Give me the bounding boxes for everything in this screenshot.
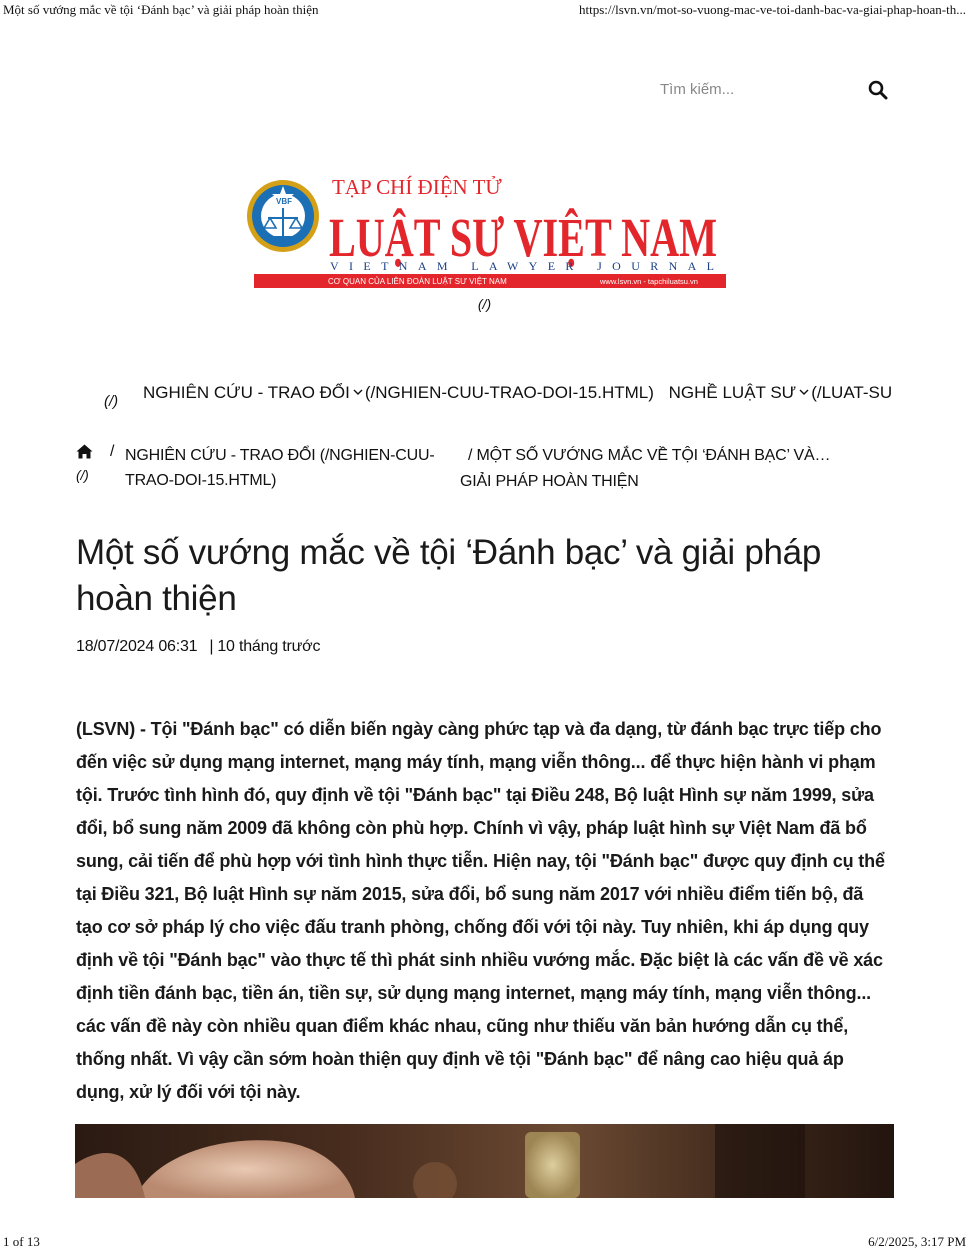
nav-item-label: NGHIÊN CỨU - TRAO ĐỔI: [143, 383, 350, 402]
breadcrumb-category-line2: TRAO-DOI-15.HTML): [125, 472, 277, 489]
photo-graphic: [75, 1124, 894, 1198]
logo-line3: VIETNAM LAWYER JOURNAL: [330, 259, 714, 273]
breadcrumb-category[interactable]: [125, 443, 455, 493]
logo-graphic: [246, 168, 726, 292]
article-meta: [76, 638, 320, 656]
print-header-url: https://lsvn.vn/mot-so-vuong-mac-ve-toi-danh-bac-va-giai-phap-hoan-th...: [578, 2, 966, 17]
lead-prefix: (LSVN) -: [76, 719, 146, 739]
nav-item-nghien-cuu[interactable]: [143, 383, 654, 403]
print-footer: [3, 1234, 966, 1252]
search-input[interactable]: [660, 78, 850, 100]
search-icon: [868, 80, 888, 100]
article-photo: [75, 1124, 894, 1198]
article-title: Một số vướng mắc về tội ‘Đánh bạc’ và giải pháp hoàn thiện: [76, 533, 821, 618]
logo-link-text[interactable]: (/): [477, 296, 492, 312]
breadcrumb-current-line1: / MỘT SỐ VƯỚNG MẮC VỀ TỘI ‘ĐÁNH BẠC’ VÀ…: [468, 447, 831, 464]
nav-item-href: (/LUAT-SU: [811, 383, 893, 402]
nav-item-label: NGHỀ LUẬT SƯ: [668, 383, 797, 402]
lead-text: Tội "Đánh bạc" có diễn biến ngày càng phức tạp và đa dạng, từ đánh bạc trực tiếp cho đến việc sử dụng mạng internet, mạng máy tính, mạng viễn thông... để thực hiện hành vi phạm tội. Trước tình hình đó, quy định về tội "Đánh bạc" tại Điều 248, Bộ luật Hình sự năm 1999, sửa đổi, bổ sung năm 2009 đã không còn phù hợp. Chính vì vậy, pháp luật hình sự Việt Nam đã bổ sung, cải tiến để phù hợp với tình hình thực tiễn. Hiện nay, tội "Đánh bạc" được quy định cụ thể tại Điều 321, Bộ luật Hình sự năm 2015, sửa đổi, bổ sung năm 2017 với nhiều điểm tiến bộ, đã tạo cơ sở pháp lý cho việc đấu tranh phòng, chống đối với tội này. Tuy nhiên, khi áp dụng quy định về tội "Đánh bạc" vào thực tế thì phát sinh nhiều vướng mắc. Đặc biệt là các vấn đề về xác định tiền đánh bạc, tiền án, tiền sự, sử dụng mạng internet, mạng máy tính, mạng viễn thông... các vấn đề này còn nhiều quan điểm khác nhau, cũng như thiếu văn bản hướng dẫn cụ thể, thống nhất. Vì vậy cần sớm hoàn thiện quy định về tội "Đánh bạc" để nâng cao hiệu quả áp dụng, xử lý đối với tội này.: [76, 719, 885, 1102]
breadcrumb-current: [460, 443, 892, 495]
main-nav: [104, 381, 912, 411]
article-date: 18/07/2024 06:31: [76, 638, 198, 655]
breadcrumb-separator: /: [110, 443, 115, 460]
search-box: [660, 78, 892, 102]
chevron-down-icon: [799, 387, 809, 397]
print-footer-page: 1 of 13: [3, 1234, 40, 1249]
logo-line1: TẠP CHÍ ĐIỆN TỬ: [332, 175, 502, 199]
print-header: [3, 2, 966, 20]
nav-item-nghe-luat-su[interactable]: [669, 383, 893, 403]
breadcrumb: [76, 442, 892, 492]
breadcrumb-home-link[interactable]: (/): [76, 467, 89, 483]
nav-home-link[interactable]: (/): [104, 393, 119, 410]
print-header-title: Một số vướng mắc về tội ‘Đánh bạc’ và giải pháp hoàn thiện: [3, 2, 319, 17]
breadcrumb-category-line1: NGHIÊN CỨU - TRAO ĐỔI (/NGHIEN-CUU-: [125, 447, 435, 464]
logo-badge: VBF: [276, 197, 292, 206]
meta-separator: |: [209, 638, 214, 655]
logo-bar-right: www.lsvn.vn - tapchiluatsu.vn: [600, 277, 698, 286]
nav-item-href: (/NGHIEN-CUU-TRAO-DOI-15.HTML): [364, 383, 654, 402]
article-lead: [76, 713, 894, 1109]
site-logo[interactable]: [246, 168, 726, 292]
logo-line2: LUẬT SƯ VIỆT NAM: [329, 207, 717, 268]
search-button[interactable]: [868, 80, 888, 100]
chevron-down-icon: [353, 387, 363, 397]
home-icon[interactable]: [76, 444, 93, 459]
logo-bar-left: CƠ QUAN CỦA LIÊN ĐOÀN LUẬT SƯ VIỆT NAM: [328, 277, 507, 286]
breadcrumb-current-line2: GIẢI PHÁP HOÀN THIỆN: [460, 473, 639, 490]
article-relative-time: 10 tháng trước: [217, 638, 321, 655]
print-footer-datetime: 6/2/2025, 3:17 PM: [868, 1234, 966, 1249]
